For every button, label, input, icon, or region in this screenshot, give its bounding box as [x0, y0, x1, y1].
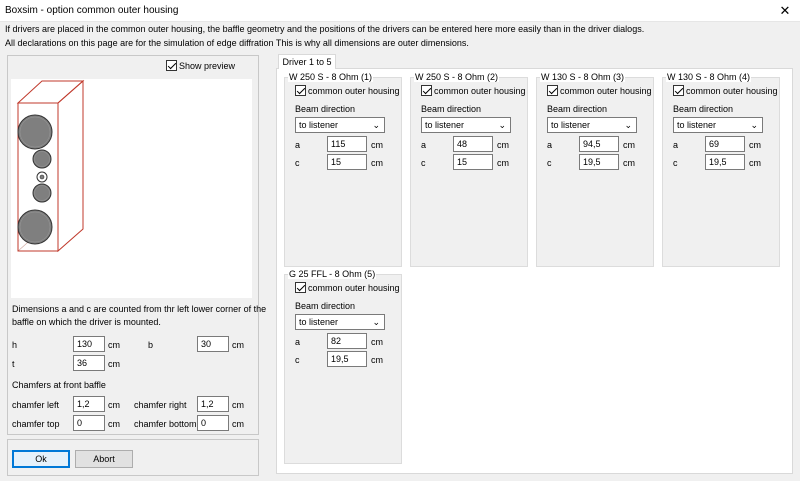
beam-direction-select[interactable] [295, 314, 385, 330]
a-unit: cm [371, 140, 383, 150]
checkbox-icon [547, 85, 558, 96]
c-label: c [295, 355, 300, 365]
common-housing-checkbox[interactable] [295, 85, 400, 96]
note-line-1: Dimensions a and c are counted from thr left lower corner of the [12, 304, 267, 314]
enclosure-preview [11, 79, 252, 298]
b-label: b [148, 340, 154, 350]
show-preview-checkbox[interactable] [166, 60, 235, 71]
common-housing-checkbox[interactable] [673, 85, 778, 96]
title-bar [0, 0, 800, 22]
checkbox-icon [295, 85, 306, 96]
beam-direction-value: to listener [299, 317, 339, 327]
beam-direction-label: Beam direction [421, 104, 482, 114]
beam-direction-label: Beam direction [547, 104, 608, 114]
driver-group-3 [536, 72, 654, 267]
b-input[interactable]: 30 [197, 336, 229, 352]
a-input[interactable]: 48 [453, 136, 493, 152]
a-unit: cm [497, 140, 509, 150]
c-label: c [295, 158, 300, 168]
show-preview-label: Show preview [179, 60, 236, 71]
driver-group-4 [662, 72, 780, 267]
driver-title: G 25 FFL - 8 Ohm (5) [289, 269, 376, 279]
common-housing-label: common outer housing [686, 85, 778, 96]
chamfer-bottom-label: chamfer bottom [134, 419, 197, 429]
beam-direction-select[interactable] [295, 117, 385, 133]
driver-title: W 130 S - 8 Ohm (4) [667, 72, 751, 82]
chamfer-top-unit: cm [108, 419, 120, 429]
common-housing-checkbox[interactable] [547, 85, 652, 96]
enclosure-drawing [11, 79, 252, 298]
chamfer-top-label: chamfer top [12, 419, 60, 429]
chamfer-right-unit: cm [232, 400, 244, 410]
checkbox-icon [295, 282, 306, 293]
beam-direction-value: to listener [551, 120, 591, 130]
c-unit: cm [749, 158, 761, 168]
chevron-down-icon: ⌄ [624, 120, 632, 130]
h-unit: cm [108, 340, 120, 350]
a-label: a [547, 140, 553, 150]
chevron-down-icon: ⌄ [750, 120, 758, 130]
a-label: a [295, 337, 301, 347]
close-button[interactable] [770, 0, 800, 22]
c-label: c [421, 158, 426, 168]
chevron-down-icon: ⌄ [372, 120, 380, 130]
c-unit: cm [371, 355, 383, 365]
beam-direction-label: Beam direction [295, 301, 356, 311]
beam-direction-select[interactable] [673, 117, 763, 133]
t-label: t [12, 359, 15, 369]
chevron-down-icon: ⌄ [498, 120, 506, 130]
driver-title: W 250 S - 8 Ohm (1) [289, 72, 373, 82]
beam-direction-select[interactable] [421, 117, 511, 133]
a-unit: cm [371, 337, 383, 347]
a-label: a [421, 140, 427, 150]
c-input[interactable]: 19,5 [579, 154, 619, 170]
h-label: h [12, 340, 18, 350]
chamfer-right-input[interactable]: 1,2 [197, 396, 229, 412]
c-unit: cm [497, 158, 509, 168]
h-input[interactable]: 130 [73, 336, 105, 352]
c-unit: cm [371, 158, 383, 168]
chamfer-bottom-unit: cm [232, 419, 244, 429]
common-housing-checkbox[interactable] [295, 282, 400, 293]
c-input[interactable]: 15 [453, 154, 493, 170]
a-input[interactable]: 69 [705, 136, 745, 152]
beam-direction-value: to listener [425, 120, 465, 130]
a-unit: cm [623, 140, 635, 150]
c-label: c [673, 158, 678, 168]
beam-direction-select[interactable] [547, 117, 637, 133]
chamfer-right-label: chamfer right [134, 400, 187, 410]
window-title: Boxsim - option common outer housing [5, 5, 179, 16]
a-label: a [295, 140, 301, 150]
beam-direction-label: Beam direction [295, 104, 356, 114]
c-input[interactable]: 19,5 [327, 351, 367, 367]
b-unit: cm [232, 340, 244, 350]
driver-title: W 130 S - 8 Ohm (3) [541, 72, 625, 82]
t-input[interactable]: 36 [73, 355, 105, 371]
t-unit: cm [108, 359, 120, 369]
c-unit: cm [623, 158, 635, 168]
c-label: c [547, 158, 552, 168]
driver-title: W 250 S - 8 Ohm (2) [415, 72, 499, 82]
common-housing-checkbox[interactable] [421, 85, 526, 96]
info-line-2: All declarations on this page are for the simulation of edge diffration This is why all dimensions are outer dimensions. [5, 38, 469, 48]
chamfer-left-unit: cm [108, 400, 120, 410]
abort-button[interactable]: Abort [75, 450, 133, 468]
chevron-down-icon: ⌄ [372, 317, 380, 327]
chamfer-left-input[interactable]: 1,2 [73, 396, 105, 412]
a-label: a [673, 140, 679, 150]
common-housing-label: common outer housing [434, 85, 526, 96]
checkbox-icon [166, 60, 177, 71]
driver-group-2 [410, 72, 528, 267]
ok-button[interactable]: Ok [12, 450, 70, 468]
c-input[interactable]: 19,5 [705, 154, 745, 170]
chamfer-top-input[interactable]: 0 [73, 415, 105, 431]
driver-group-1 [284, 72, 402, 267]
common-housing-label: common outer housing [308, 85, 400, 96]
common-housing-label: common outer housing [308, 282, 400, 293]
common-housing-label: common outer housing [560, 85, 652, 96]
beam-direction-value: to listener [299, 120, 339, 130]
driver-group-5 [284, 269, 402, 464]
chamfers-title: Chamfers at front baffle [12, 380, 106, 390]
info-line-1: If drivers are placed in the common outer housing, the baffle geometry and the positions of the drivers can be entered here more easily than in the driver dialogs. [5, 24, 645, 34]
beam-direction-label: Beam direction [673, 104, 734, 114]
checkbox-icon [673, 85, 684, 96]
a-input[interactable]: 94,5 [579, 136, 619, 152]
a-input[interactable]: 115 [327, 136, 367, 152]
a-input[interactable]: 82 [327, 333, 367, 349]
chamfer-bottom-input[interactable]: 0 [197, 415, 229, 431]
beam-direction-value: to listener [677, 120, 717, 130]
checkbox-icon [421, 85, 432, 96]
note-line-2: baffle on which the driver is mounted. [12, 317, 161, 327]
c-input[interactable]: 15 [327, 154, 367, 170]
chamfer-left-label: chamfer left [12, 400, 60, 410]
tab-driver-1-to-5[interactable]: Driver 1 to 5 [278, 54, 336, 69]
a-unit: cm [749, 140, 761, 150]
close-icon: ✕ [779, 3, 791, 18]
